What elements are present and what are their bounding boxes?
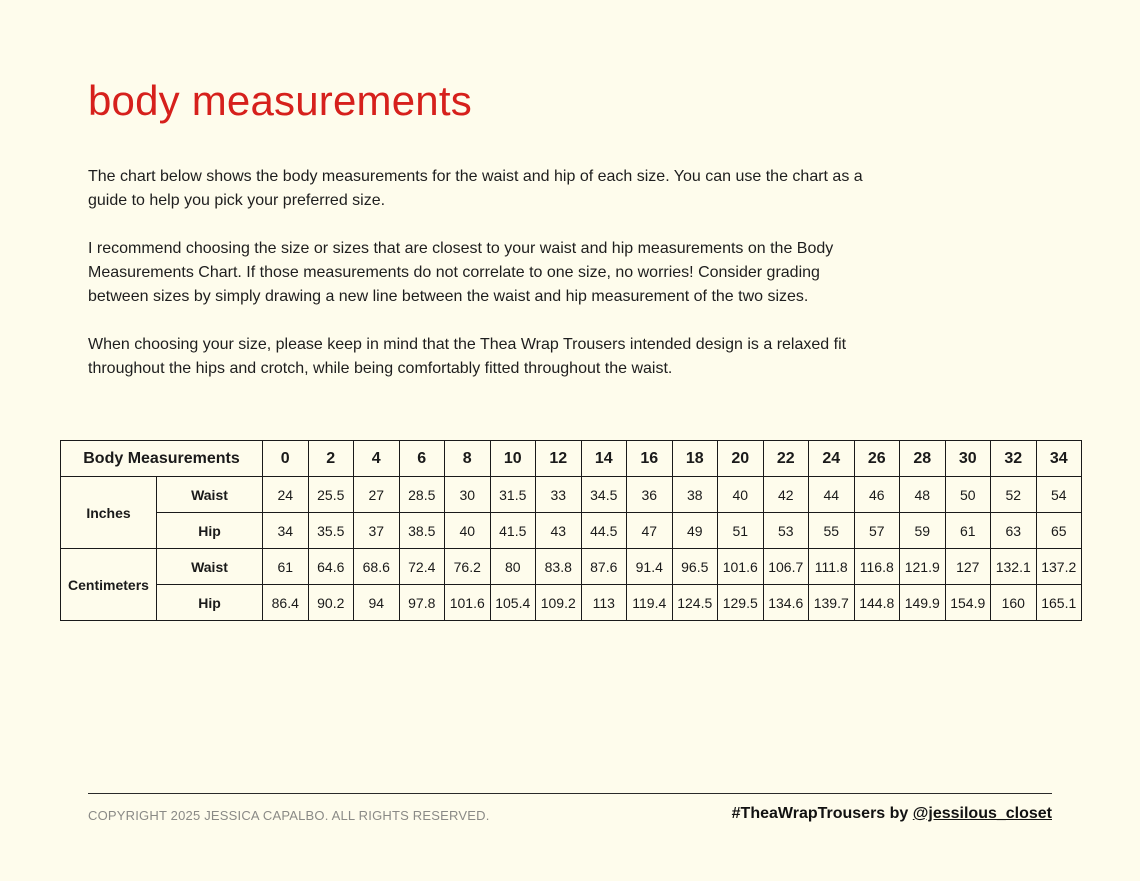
- measurement-value: 44: [809, 477, 855, 513]
- measurement-value: 38.5: [399, 513, 445, 549]
- measurement-value: 42: [763, 477, 809, 513]
- measurement-value: 116.8: [854, 549, 900, 585]
- measurement-value: 113: [581, 585, 627, 621]
- intro-paragraph-2: I recommend choosing the size or sizes that are closest to your waist and hip measurements on the Body Measurements Chart. If those measurements do not correlate to one size, no worries! Consider grading between sizes by simply drawing a new line between the waist and hip measurement of the two sizes.: [88, 240, 834, 305]
- measurement-value: 119.4: [627, 585, 673, 621]
- body-measurements-table: [60, 440, 1082, 621]
- measurement-label: Hip: [157, 585, 263, 621]
- measurement-value: 36: [627, 477, 673, 513]
- measurement-value: 129.5: [718, 585, 764, 621]
- size-header: 8: [445, 441, 491, 477]
- copyright-notice: COPYRIGHT 2025 JESSICA CAPALBO. ALL RIGHTS RESERVED.: [88, 808, 490, 823]
- intro-paragraph-1: The chart below shows the body measurements for the waist and hip of each size. You can use the chart as a guide to help you pick your preferred size.: [88, 168, 863, 209]
- measurement-value: 49: [672, 513, 718, 549]
- size-header: 12: [536, 441, 582, 477]
- measurement-value: 97.8: [399, 585, 445, 621]
- table-row: [61, 549, 1082, 585]
- intro-text: [88, 165, 868, 405]
- size-header: 34: [1036, 441, 1082, 477]
- measurement-value: 48: [900, 477, 946, 513]
- measurement-value: 64.6: [308, 549, 354, 585]
- table-row: [61, 513, 1082, 549]
- footer-divider: [88, 793, 1052, 794]
- measurement-value: 43: [536, 513, 582, 549]
- measurement-value: 105.4: [490, 585, 536, 621]
- by-text: by: [889, 805, 909, 822]
- measurement-value: 139.7: [809, 585, 855, 621]
- measurement-value: 65: [1036, 513, 1082, 549]
- table-row: [61, 585, 1082, 621]
- measurement-value: 137.2: [1036, 549, 1082, 585]
- measurement-value: 44.5: [581, 513, 627, 549]
- measurement-value: 109.2: [536, 585, 582, 621]
- measurement-value: 24: [263, 477, 309, 513]
- measurement-value: 91.4: [627, 549, 673, 585]
- size-header: 22: [763, 441, 809, 477]
- measurement-value: 27: [354, 477, 400, 513]
- measurement-value: 63: [991, 513, 1037, 549]
- measurement-value: 149.9: [900, 585, 946, 621]
- unit-label: Centimeters: [61, 549, 157, 621]
- measurement-value: 165.1: [1036, 585, 1082, 621]
- measurement-value: 50: [945, 477, 991, 513]
- size-header: 0: [263, 441, 309, 477]
- measurement-value: 96.5: [672, 549, 718, 585]
- size-header: 20: [718, 441, 764, 477]
- size-header: 10: [490, 441, 536, 477]
- measurement-value: 52: [991, 477, 1037, 513]
- measurement-value: 61: [945, 513, 991, 549]
- measurement-value: 30: [445, 477, 491, 513]
- measurement-value: 80: [490, 549, 536, 585]
- size-header: 16: [627, 441, 673, 477]
- table-row: [61, 477, 1082, 513]
- measurement-value: 57: [854, 513, 900, 549]
- table-header-label: Body Measurements: [61, 441, 263, 477]
- measurement-value: 121.9: [900, 549, 946, 585]
- measurement-label: Waist: [157, 549, 263, 585]
- measurement-value: 46: [854, 477, 900, 513]
- measurement-value: 160: [991, 585, 1037, 621]
- measurement-value: 111.8: [809, 549, 855, 585]
- measurement-value: 33: [536, 477, 582, 513]
- measurement-value: 132.1: [991, 549, 1037, 585]
- measurement-value: 106.7: [763, 549, 809, 585]
- measurement-value: 40: [718, 477, 764, 513]
- size-header: 6: [399, 441, 445, 477]
- measurement-value: 101.6: [445, 585, 491, 621]
- measurement-value: 154.9: [945, 585, 991, 621]
- measurement-label: Waist: [157, 477, 263, 513]
- measurement-value: 86.4: [263, 585, 309, 621]
- measurement-value: 34.5: [581, 477, 627, 513]
- size-header: 2: [308, 441, 354, 477]
- measurement-value: 47: [627, 513, 673, 549]
- measurement-value: 25.5: [308, 477, 354, 513]
- measurement-value: 38: [672, 477, 718, 513]
- measurement-value: 68.6: [354, 549, 400, 585]
- measurement-value: 37: [354, 513, 400, 549]
- size-header: 18: [672, 441, 718, 477]
- unit-label: Inches: [61, 477, 157, 549]
- measurement-value: 53: [763, 513, 809, 549]
- measurement-value: 59: [900, 513, 946, 549]
- size-header: 32: [991, 441, 1037, 477]
- measurement-value: 40: [445, 513, 491, 549]
- measurement-value: 55: [809, 513, 855, 549]
- size-header: 26: [854, 441, 900, 477]
- measurement-value: 90.2: [308, 585, 354, 621]
- measurement-value: 34: [263, 513, 309, 549]
- measurement-value: 54: [1036, 477, 1082, 513]
- measurement-value: 101.6: [718, 549, 764, 585]
- footer-credit: [732, 805, 1052, 823]
- measurement-value: 41.5: [490, 513, 536, 549]
- size-header: 24: [809, 441, 855, 477]
- measurement-value: 51: [718, 513, 764, 549]
- measurement-value: 94: [354, 585, 400, 621]
- measurement-value: 31.5: [490, 477, 536, 513]
- measurement-value: 83.8: [536, 549, 582, 585]
- size-header: 30: [945, 441, 991, 477]
- instagram-handle: @jessilous_closet: [912, 805, 1052, 822]
- measurement-value: 35.5: [308, 513, 354, 549]
- measurement-value: 144.8: [854, 585, 900, 621]
- measurement-value: 134.6: [763, 585, 809, 621]
- size-header: 4: [354, 441, 400, 477]
- measurement-value: 124.5: [672, 585, 718, 621]
- measurement-label: Hip: [157, 513, 263, 549]
- measurement-value: 76.2: [445, 549, 491, 585]
- size-header: 14: [581, 441, 627, 477]
- intro-paragraph-3: When choosing your size, please keep in mind that the Thea Wrap Trousers intended design is a relaxed fit throughout the hips and crotch, while being comfortably fitted throughout the waist.: [88, 336, 847, 377]
- measurement-value: 127: [945, 549, 991, 585]
- table-body: [61, 477, 1082, 621]
- size-header: 28: [900, 441, 946, 477]
- page-title: body measurements: [88, 77, 472, 124]
- hashtag-text: #TheaWrapTrousers: [731, 805, 886, 822]
- measurement-value: 28.5: [399, 477, 445, 513]
- measurement-value: 72.4: [399, 549, 445, 585]
- measurement-value: 61: [263, 549, 309, 585]
- table-header-row: [61, 441, 1082, 477]
- measurement-value: 87.6: [581, 549, 627, 585]
